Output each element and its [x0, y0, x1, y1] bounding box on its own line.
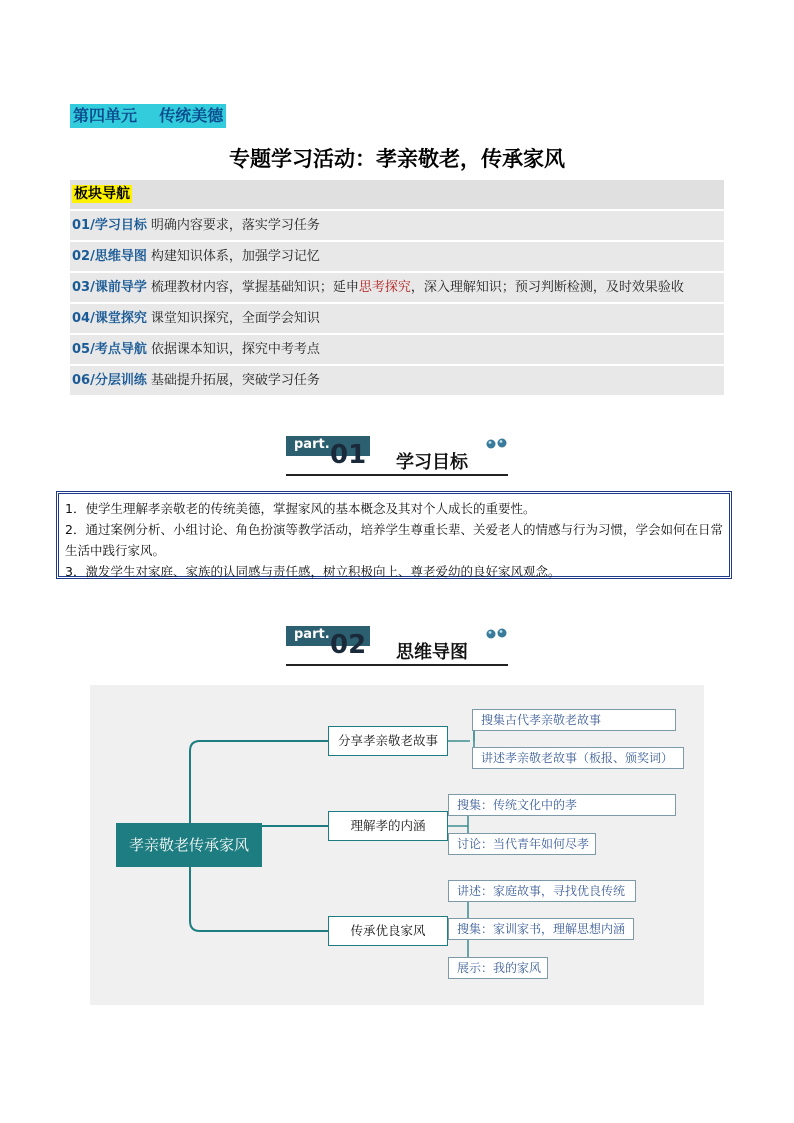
nav-desc: 依据课本知识，探究中考考点: [150, 342, 320, 357]
nav-code: 04/课堂探究: [72, 311, 147, 326]
part-number: 01: [330, 440, 367, 470]
nav-desc: 基础提升拓展，突破学习任务: [150, 373, 320, 388]
mind-map-leaf: 搜集古代孝亲敬老故事: [472, 709, 676, 731]
nav-row-learning-goals[interactable]: [70, 211, 724, 240]
part-title: 思维导图: [396, 642, 468, 663]
nav-row-mind-map[interactable]: [70, 242, 724, 271]
part-tag: part.: [294, 437, 330, 452]
part-underline: [286, 664, 508, 666]
section-navigation: [70, 180, 724, 397]
mind-map-leaf: 展示：我的家风: [448, 957, 548, 979]
nav-header-row: [70, 180, 724, 209]
nav-desc: [151, 280, 684, 295]
part-01-header: [286, 436, 508, 478]
nav-code: 03/课前导学: [72, 280, 147, 295]
learning-goals-box: [56, 491, 732, 579]
nav-desc-part: 梳理教材内容，掌握基础知识；延申: [150, 280, 359, 295]
nav-code: 01/学习目标: [72, 218, 147, 233]
mind-map: [90, 685, 704, 1005]
nav-code: 06/分层训练: [72, 373, 147, 388]
nav-code: 05/考点导航: [72, 342, 147, 357]
mind-map-branch: 传承优良家风: [328, 916, 448, 946]
part-tag: part.: [294, 627, 330, 642]
mind-map-leaf: 讨论：当代青年如何尽孝: [448, 833, 596, 855]
mind-map-leaf: 搜集：传统文化中的孝: [448, 794, 676, 816]
mind-map-leaf: 搜集：家训家书，理解思想内涵: [448, 918, 634, 940]
part-title: 学习目标: [396, 452, 468, 473]
nav-row-preview[interactable]: [70, 273, 724, 302]
goal-item: 3．激发学生对家庭、家族的认同感与责任感，树立积极向上、尊老爱幼的良好家风观念。: [65, 564, 561, 579]
nav-desc-highlight: 思考探究: [358, 280, 411, 295]
nav-desc-part: ，深入理解知识；预习判断检测，及时效果验收: [410, 280, 684, 295]
nav-desc: 课堂知识探究，全面学会知识: [150, 311, 320, 326]
nav-row-practice[interactable]: [70, 366, 724, 395]
nav-row-class-explore[interactable]: [70, 304, 724, 333]
part-02-header: [286, 626, 508, 668]
unit-label: 第四单元 传统美德: [70, 104, 226, 128]
part-number: 02: [330, 630, 367, 660]
nav-header: 板块导航: [74, 186, 130, 202]
mind-map-branch: 分享孝亲敬老故事: [328, 726, 448, 756]
bubble-icon: [486, 436, 508, 450]
goal-item: 1．使学生理解孝亲敬老的传统美德，掌握家风的基本概念及其对个人成长的重要性。: [65, 501, 536, 516]
part-underline: [286, 474, 508, 476]
nav-desc: 构建知识体系，加强学习记忆: [150, 249, 320, 264]
nav-desc: 明确内容要求，落实学习任务: [150, 218, 320, 233]
nav-row-exam-points[interactable]: [70, 335, 724, 364]
mind-map-leaf: 讲述孝亲敬老故事（板报、颁奖词）: [472, 747, 684, 769]
nav-code: 02/思维导图: [72, 249, 147, 264]
document-title: 专题学习活动：孝亲敬老，传承家风: [229, 146, 565, 171]
mind-map-root: 孝亲敬老传承家风: [116, 823, 262, 867]
mind-map-leaf: 讲述：家庭故事，寻找优良传统: [448, 880, 636, 902]
bubble-icon: [486, 626, 508, 640]
mind-map-branch: 理解孝的内涵: [328, 811, 448, 841]
goal-item: 2．通过案例分析、小组讨论、角色扮演等教学活动，培养学生尊重长辈、关爱老人的情感与行为习惯，学会如何在日常生活中践行家风。: [65, 522, 723, 558]
